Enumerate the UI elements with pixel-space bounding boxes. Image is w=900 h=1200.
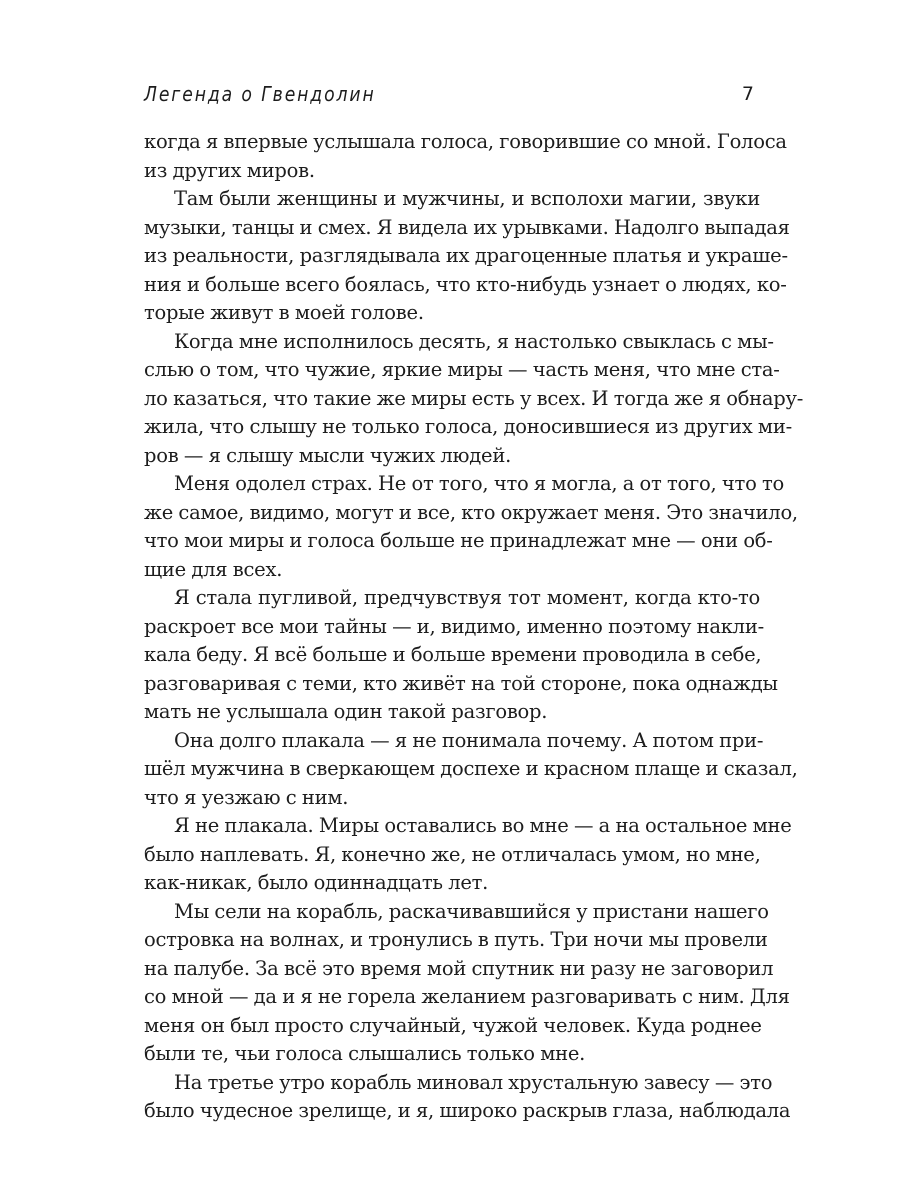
text-line: из других миров.	[144, 158, 315, 182]
running-header	[144, 78, 760, 110]
paragraph	[144, 812, 792, 898]
text-line: островка на волнах, и тронулись в путь. Три ночи мы провели	[144, 928, 768, 951]
paragraph	[144, 470, 798, 584]
paragraph	[144, 898, 790, 1069]
text-line: щие для всех.	[144, 557, 283, 581]
text-line: музыки, танцы и смех. Я видела их урывками. Надолго выпадая	[144, 215, 790, 239]
body-text	[144, 128, 804, 1126]
text-line: Я стала пугливой, предчувствуя тот момент, когда кто-то	[174, 586, 760, 609]
text-line: Я не плакала. Миры оставались во мне — а на остальное мне	[174, 814, 792, 837]
text-line: Мы сели на корабль, раскачивавшийся у пристани нашего	[174, 899, 769, 923]
text-line: На третье утро корабль миновал хрустальную завесу — это	[174, 1070, 773, 1094]
paragraph	[144, 1069, 791, 1126]
text-line: мать не услышала один такой разговор.	[144, 700, 548, 723]
text-line: Меня одолел страх. Не от того, что я могла, а от того, что то	[174, 472, 785, 495]
text-line: ния и больше всего боялась, что кто-нибудь узнает о людях, ко-	[144, 272, 787, 296]
text-line: же самое, видимо, могут и все, кто окружает меня. Это значило,	[144, 500, 798, 524]
text-line: Она долго плакала — я не понимала почему. А потом при-	[174, 728, 764, 752]
paragraph	[144, 727, 798, 813]
text-line: со мной — да и я не горела желанием разговаривать с ним. Для	[144, 985, 790, 1008]
text-line: шёл мужчина в сверкающем доспехе и красном плаще и сказал,	[144, 757, 798, 780]
text-line: кала беду. Я всё больше и больше времени проводила в себе,	[144, 643, 762, 666]
text-line: торые живут в моей голове.	[144, 301, 424, 324]
page-number: 7	[741, 83, 754, 105]
text-line: слью о том, что чужие, яркие миры — часть меня, что мне ста-	[144, 358, 780, 381]
text-line: ло казаться, что такие же миры есть у всех. И тогда же я обнару-	[144, 386, 804, 410]
text-line: разговаривая с теми, кто живёт на той стороне, пока однажды	[144, 671, 778, 695]
paragraph	[144, 128, 787, 185]
text-line: Там были женщины и мужчины, и всполохи магии, звуки	[174, 187, 760, 210]
text-line: раскроет все мои тайны — и, видимо, именно поэтому накли-	[144, 614, 764, 638]
paragraph	[144, 185, 790, 328]
text-line: ров — я слышу мысли чужих людей.	[144, 443, 512, 467]
paragraph	[144, 328, 804, 471]
text-line: что мои миры и голоса больше не принадлежат мне — они об-	[144, 529, 773, 552]
text-line: было наплевать. Я, конечно же, не отличалась умом, но мне,	[144, 842, 761, 866]
text-line: из реальности, разглядывала их драгоценные платья и украше-	[144, 244, 788, 267]
text-line: на палубе. За всё это время мой спутник ни разу не заговорил	[144, 956, 774, 980]
text-line: как-никак, было одиннадцать лет.	[144, 871, 489, 894]
text-line: были те, чьи голоса слышались только мне.	[144, 1042, 586, 1065]
text-line: Когда мне исполнилось десять, я настолько свыклась с мы-	[174, 329, 774, 353]
text-line: когда я впервые услышала голоса, говорившие со мной. Голоса	[144, 130, 787, 153]
text-line: было чудесное зрелище, и я, широко раскрыв глаза, наблюдала	[144, 1099, 791, 1122]
text-line: жила, что слышу не только голоса, доносившиеся из других ми-	[144, 415, 792, 438]
book-title: Легенда о Гвендолин	[144, 82, 376, 106]
text-line: что я уезжаю с ним.	[144, 785, 349, 809]
text-line: меня он был просто случайный, чужой человек. Куда роднее	[144, 1013, 762, 1037]
paragraph	[144, 584, 778, 727]
